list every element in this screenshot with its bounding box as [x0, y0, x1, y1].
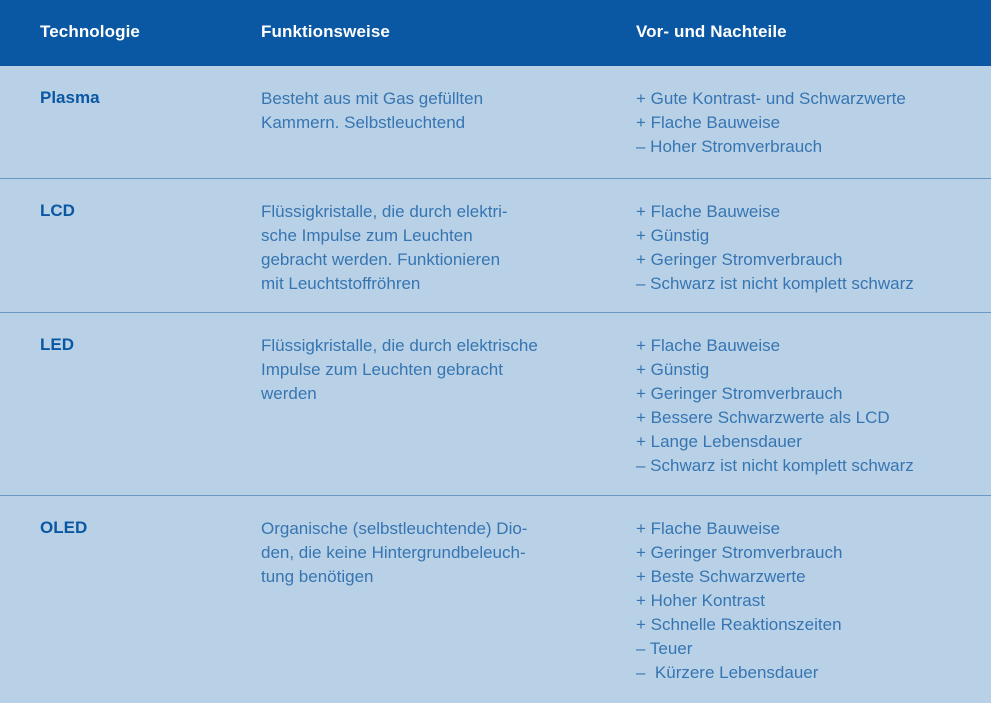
technology-name: OLED — [40, 518, 88, 537]
technology-name: LED — [40, 335, 74, 354]
pros-cons-list — [636, 87, 906, 159]
pros-cons-item: + Beste Schwarzwerte — [636, 567, 806, 586]
table-row-plasma — [0, 66, 991, 179]
table-row-oled — [0, 496, 991, 703]
pros-cons-list — [636, 200, 914, 296]
pros-cons-item: + Flache Bauweise — [636, 202, 781, 221]
function-description: Organische (selbstleuchtende) Dio- den, die keine Hintergrundbeleuch- tung benötigen — [261, 519, 528, 586]
header-function: Funktionsweise — [261, 22, 390, 41]
function-description: Flüssigkristalle, die durch elektrische Impulse zum Leuchten gebracht werden — [261, 336, 538, 403]
pros-cons-item: – Hoher Stromverbrauch — [636, 137, 823, 156]
header-technology: Technologie — [40, 22, 140, 41]
table-header — [0, 0, 991, 66]
table-row-led — [0, 313, 991, 496]
pros-cons-item: + Flache Bauweise — [636, 113, 781, 132]
pros-cons-item: – Schwarz ist nicht komplett schwarz — [636, 456, 914, 475]
pros-cons-list — [636, 517, 842, 685]
pros-cons-item: + Hoher Kontrast — [636, 591, 765, 610]
pros-cons-item: – Kürzere Lebensdauer — [636, 663, 819, 682]
pros-cons-item: + Günstig — [636, 226, 710, 245]
pros-cons-item: + Geringer Stromverbrauch — [636, 384, 843, 403]
header-pros-cons: Vor- und Nachteile — [636, 22, 787, 41]
pros-cons-item: + Geringer Stromverbrauch — [636, 543, 843, 562]
pros-cons-item: + Günstig — [636, 360, 710, 379]
pros-cons-item: + Geringer Stromverbrauch — [636, 250, 843, 269]
pros-cons-item: + Gute Kontrast- und Schwarzwerte — [636, 89, 906, 108]
pros-cons-item: + Schnelle Reaktionszeiten — [636, 615, 842, 634]
pros-cons-item: + Lange Lebensdauer — [636, 432, 802, 451]
table-row-lcd — [0, 179, 991, 313]
pros-cons-item: – Teuer — [636, 639, 693, 658]
technology-name: Plasma — [40, 88, 100, 107]
function-description: Flüssigkristalle, die durch elektri- sche Impulse zum Leuchten gebracht werden. Funktionieren mit Leuchtstoffröhren — [261, 202, 508, 293]
pros-cons-item: + Flache Bauweise — [636, 336, 781, 355]
pros-cons-item: + Flache Bauweise — [636, 519, 781, 538]
pros-cons-item: + Bessere Schwarzwerte als LCD — [636, 408, 890, 427]
technology-name: LCD — [40, 201, 75, 220]
function-description: Besteht aus mit Gas gefüllten Kammern. Selbstleuchtend — [261, 89, 484, 132]
pros-cons-list — [636, 334, 914, 478]
pros-cons-item: – Schwarz ist nicht komplett schwarz — [636, 274, 914, 293]
